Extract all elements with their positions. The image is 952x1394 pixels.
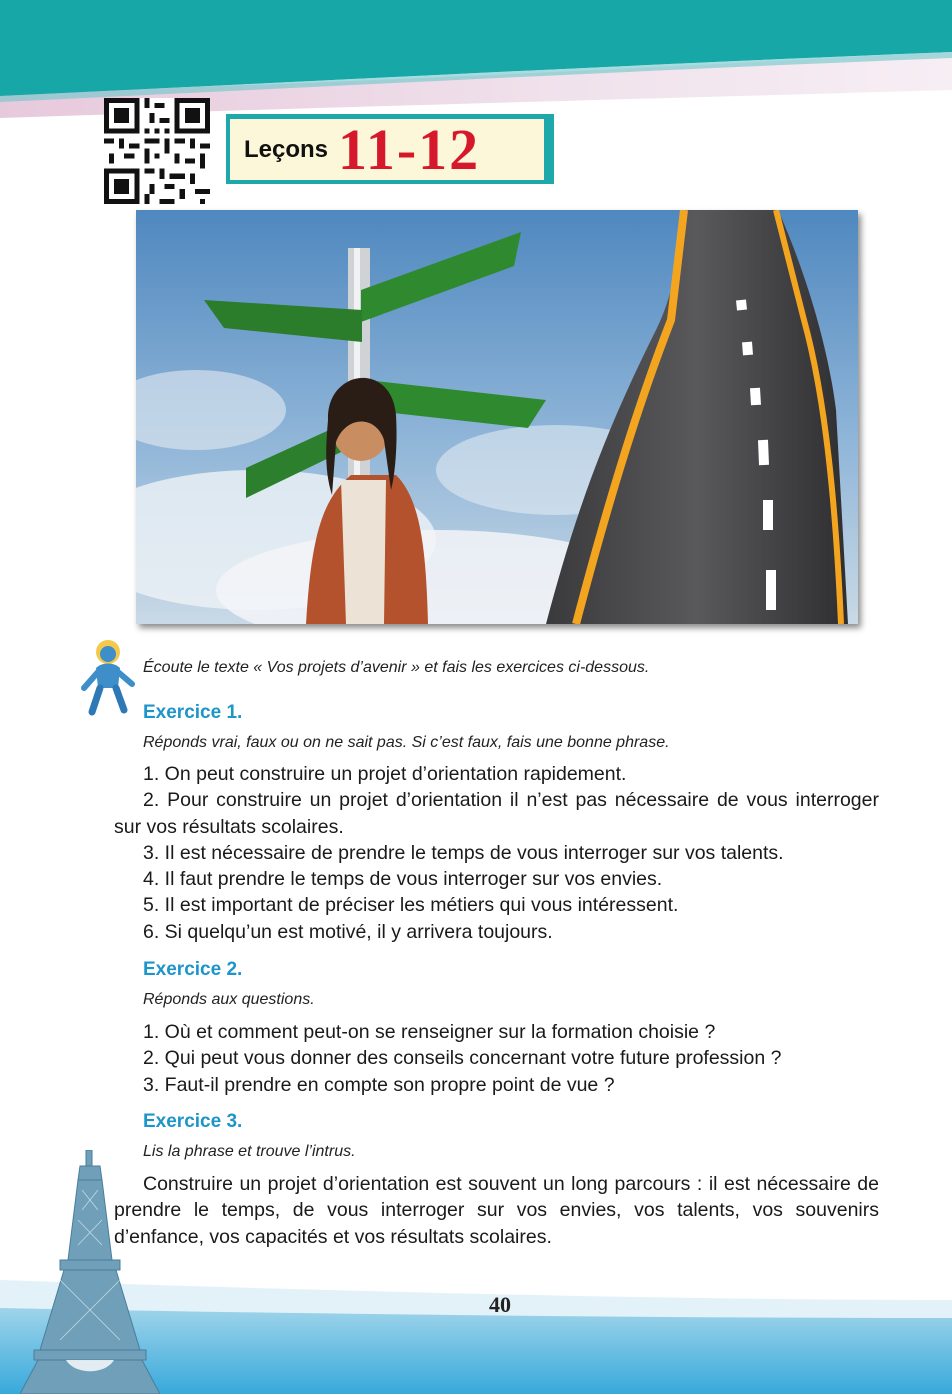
list-item: 1. Où et comment peut-on se renseigner sur la formation choisie ?: [143, 1021, 716, 1043]
eiffel-tower-icon: [20, 1150, 160, 1394]
exercise-2-instruction: Réponds aux questions.: [143, 991, 315, 1008]
intro-instruction: Écoute le texte « Vos projets d’avenir » et fais les exercices ci-dessous.: [143, 659, 650, 676]
lesson-photo: [136, 210, 858, 624]
lesson-label: Leçons: [244, 135, 329, 163]
exercise-3-paragraph-block: [114, 1171, 879, 1250]
list-item: 3. Il est nécessaire de prendre le temps de vous interroger sur vos talents.: [143, 841, 784, 864]
page-number: 40: [489, 1292, 511, 1317]
exercise-3-title: Exercice 3.: [143, 1111, 243, 1132]
exercise-1-list: [114, 761, 879, 945]
list-item: 1. On peut construire un projet d’orientation rapidement.: [143, 763, 627, 785]
list-item: 6. Si quelqu’un est motivé, il y arrivera toujours.: [143, 920, 553, 943]
exercise-2-title: Exercice 2.: [143, 959, 243, 980]
list-item: 4. Il faut prendre le temps de vous interroger sur vos envies.: [143, 868, 663, 891]
list-item: 3. Faut-il prendre en compte son propre point de vue ?: [143, 1073, 615, 1096]
list-item: 2. Pour construire un projet d’orientation il n’est pas nécessaire de vous interroger sur vos résultats scolaires.: [114, 789, 879, 838]
exercise-3-instruction: Lis la phrase et trouve l’intrus.: [143, 1143, 356, 1160]
qr-code-icon: [104, 98, 210, 204]
exercise-1-instruction: Réponds vrai, faux ou on ne sait pas. Si c’est faux, fais une bonne phrase.: [143, 734, 670, 751]
exercise-1-title: Exercice 1.: [143, 702, 243, 723]
exercise-2-list: [114, 1019, 879, 1098]
list-item: 5. Il est important de préciser les métiers qui vous intéressent.: [143, 894, 679, 917]
exercise-3-paragraph: Construire un projet d’orientation est souvent un long parcours : il est nécessaire de prendre le temps, de vous interroger sur vos envies, vos talents, vos souvenirs d’enfance, vos capacités et vos résultats scolaires.: [114, 1173, 879, 1248]
lesson-title-box: [226, 114, 554, 184]
lesson-number: 11-12: [338, 116, 481, 182]
listening-figure-icon: [78, 632, 138, 718]
list-item: 2. Qui peut vous donner des conseils concernant votre future profession ?: [143, 1047, 782, 1070]
